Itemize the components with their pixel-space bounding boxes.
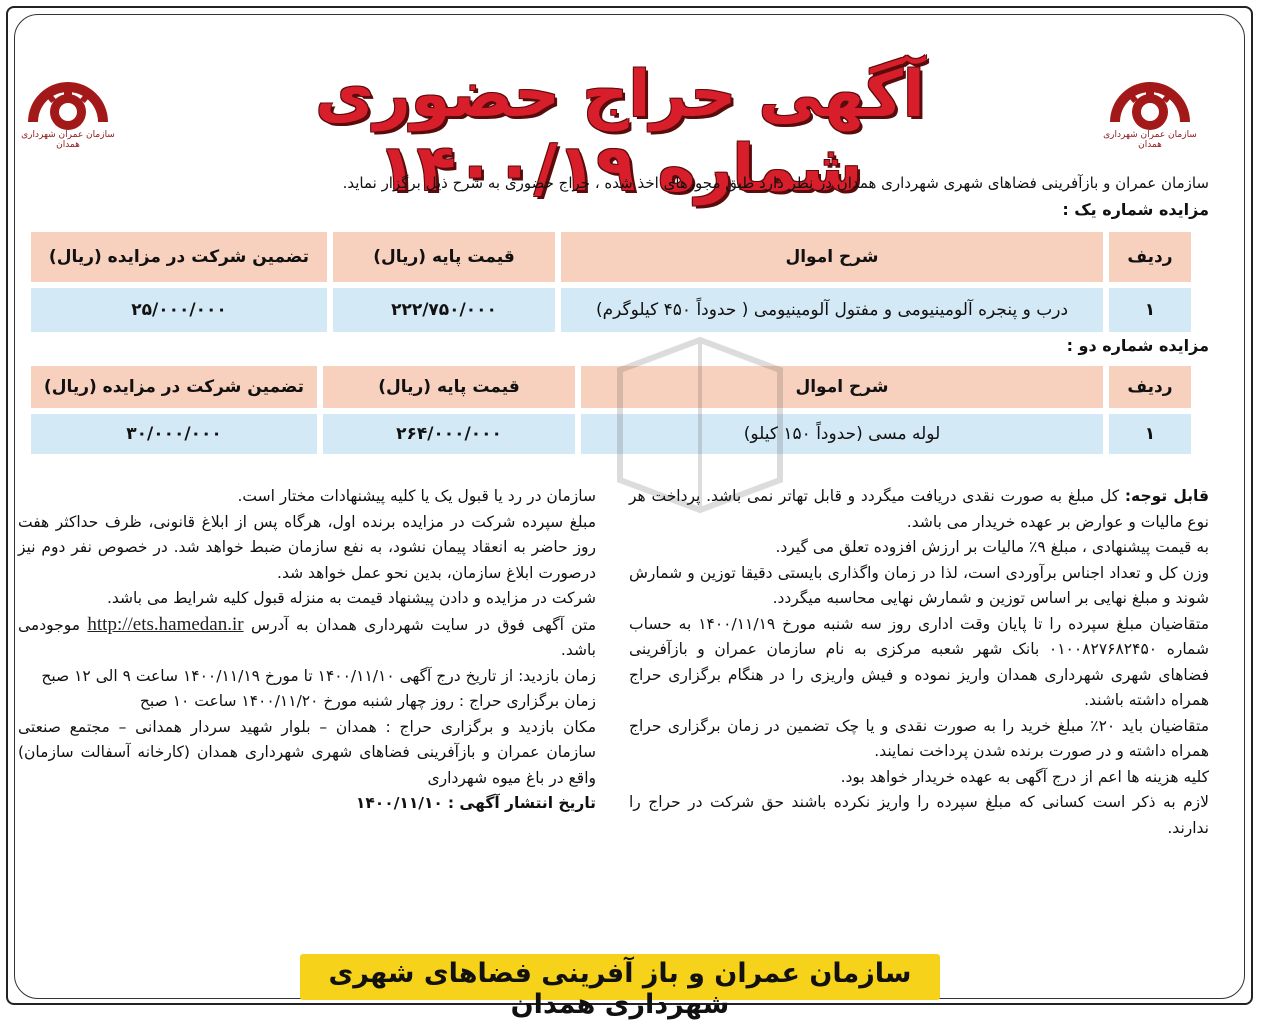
table-header-row [31, 232, 1191, 282]
publish-date-value: ۱۴۰۰/۱۱/۱۰ [355, 794, 443, 812]
header-cell: ردیف [1109, 232, 1191, 282]
note-paragraph: زمان بازدید: از تاریخ درج آگهی ۱۴۰۰/۱۱/۱۰ تا مورخ ۱۴۰۰/۱۱/۱۹ ساعت ۹ الی ۱۲ صبح [41, 666, 596, 685]
publish-date-label: تاریخ انتشار آگهی : [447, 794, 596, 812]
auction-two-title: مزایده شماره دو : [1066, 336, 1209, 355]
note-text: کل مبلغ به صورت نقدی دریافت میگردد و قابل تهاتر نمی باشد. پرداخت هر نوع مالیات و عوارض بر عهده خریدار می باشد. [629, 487, 1209, 531]
note-paragraph: زمان برگزاری حراج : روز چهار شنبه مورخ ۱۴۰۰/۱۱/۲۰ ساعت ۱۰ صبح [139, 692, 596, 710]
table-cell: ۱ [1109, 414, 1191, 454]
note-paragraph: متقاضیان باید ۲۰٪ مبلغ خرید را به صورت نقدی و یا چک تضمین در زمان برگزاری حراج همراه داشته و در صورت برنده شدن پرداخت نمایند. [629, 716, 1210, 760]
note-paragraph: به قیمت پیشنهادی ، مبلغ ۹٪ مالیات بر ارزش افزوده تعلق می گیرد. [775, 538, 1209, 556]
header-cell: تضمین شرکت در مزایده (ریال) [31, 232, 327, 282]
notes-right-column [629, 484, 1209, 841]
note-paragraph: لازم به ذکر است کسانی که مبلغ سپرده را واریز نکرده باشند حق شرکت در حراج را ندارند. [629, 793, 1209, 837]
note-label: قابل توجه: [1124, 487, 1210, 505]
note-text: متن آگهی فوق در سایت شهرداری همدان به آدرس [250, 615, 597, 634]
table-cell: ۲۶۴/۰۰۰/۰۰۰ [323, 414, 575, 454]
page-title: آگهی حراج حضوری شماره ۱۴۰۰/۱۹ [315, 58, 925, 206]
header-cell: تضمین شرکت در مزایده (ریال) [31, 366, 317, 408]
footer-text: سازمان عمران و باز آفرینی فضاهای شهری شهرداری همدان [328, 958, 912, 1020]
note-paragraph [629, 484, 1209, 535]
logo-left [18, 60, 118, 150]
note-paragraph: متقاضیان مبلغ سپرده را تا پایان وقت اداری روز سه شنبه مورخ ۱۴۰۰/۱۱/۱۹ به حساب شماره ۰۱۰۰۸۲۷۶۸۲۴۵۰ بانک شهر شعبه مرکزی به نام سازمان عمران و بازآفرینی فضاهای شهری شهرداری همدان واریز نموده و فیش واریزی را در هنگام برگزاری حراج همراه داشته باشند. [629, 614, 1210, 709]
auction-one-title: مزایده شماره یک : [1062, 200, 1209, 219]
intro-text: سازمان عمران و بازآفرینی فضاهای شهری شهرداری همدان در نظر دارد طبق مجوزهای اخذ شده ، حراج حضوری به شرح ذیل برگزار نماید. [342, 174, 1209, 192]
auction-one-table [25, 226, 1197, 338]
table-cell: درب و پنجره آلومینیومی و مفتول آلومینیومی ( حدوداً ۴۵۰ کیلوگرم) [561, 288, 1103, 332]
note-paragraph [18, 612, 596, 664]
table-cell: لوله مسی (حدوداً ۱۵۰ کیلو) [581, 414, 1103, 454]
note-paragraph: مکان بازدید و برگزاری حراج : همدان – بلوار شهید سردار همدانی – مجتمع صنعتی سازمان عمران و بازآفرینی فضاهای شهری شهرداری همدان (کارخانه آسفالت سازمان) واقع در باغ میوه شهرداری [18, 717, 596, 787]
website-link[interactable]: http://ets.hamedan.ir [87, 613, 244, 635]
header-cell: ردیف [1109, 366, 1191, 408]
header-cell: قیمت پایه (ریال) [323, 366, 575, 408]
logo-caption: سازمان عمران شهرداری همدان [21, 130, 115, 150]
table-cell: ۲۲۲/۷۵۰/۰۰۰ [333, 288, 555, 332]
note-paragraph [18, 791, 596, 817]
note-paragraph: کلیه هزینه ها اعم از درج آگهی به عهده خریدار خواهد بود. [840, 767, 1209, 786]
note-text: موجودمی باشد. [18, 615, 596, 659]
table-cell: ۳۰/۰۰۰/۰۰۰ [31, 414, 317, 454]
header-cell: شرح اموال [581, 366, 1103, 408]
notes-left-column [18, 484, 596, 817]
logo-caption: سازمان عمران شهرداری همدان [1103, 130, 1197, 150]
note-paragraph: شرکت در مزایده و دادن پیشنهاد قیمت به منزله قبول کلیه شرایط می باشد. [106, 589, 596, 607]
table-cell: ۲۵/۰۰۰/۰۰۰ [31, 288, 327, 332]
table-row [31, 288, 1191, 332]
municipality-logo-icon [1100, 60, 1200, 130]
header-cell: شرح اموال [561, 232, 1103, 282]
logo-right [1100, 60, 1200, 150]
note-paragraph: سازمان در رد یا قبول یک یا کلیه پیشنهادات مختار است. [237, 487, 596, 505]
note-paragraph: مبلغ سپرده شرکت در مزایده برنده اول، هرگاه پس از ابلاغ قانونی، ظرف حداکثر هفت روز حاضر به انعقاد پیمان نشود، به نفع سازمان ضبط خواهد شد. در خصوص نفر دوم نیز درصورت ابلاغ سازمان، بدین نحو عمل خواهد شد. [18, 512, 596, 582]
municipality-logo-icon [18, 60, 118, 130]
table-cell: ۱ [1109, 288, 1191, 332]
header-cell: قیمت پایه (ریال) [333, 232, 555, 282]
note-paragraph: وزن کل و تعداد اجناس برآوردی است، لذا در زمان واگذاری بایستی دقیقا توزین و شمارش شوند و مبلغ نهایی بر اساس توزین و شمارش نهایی محاسبه میگردد. [629, 563, 1209, 607]
